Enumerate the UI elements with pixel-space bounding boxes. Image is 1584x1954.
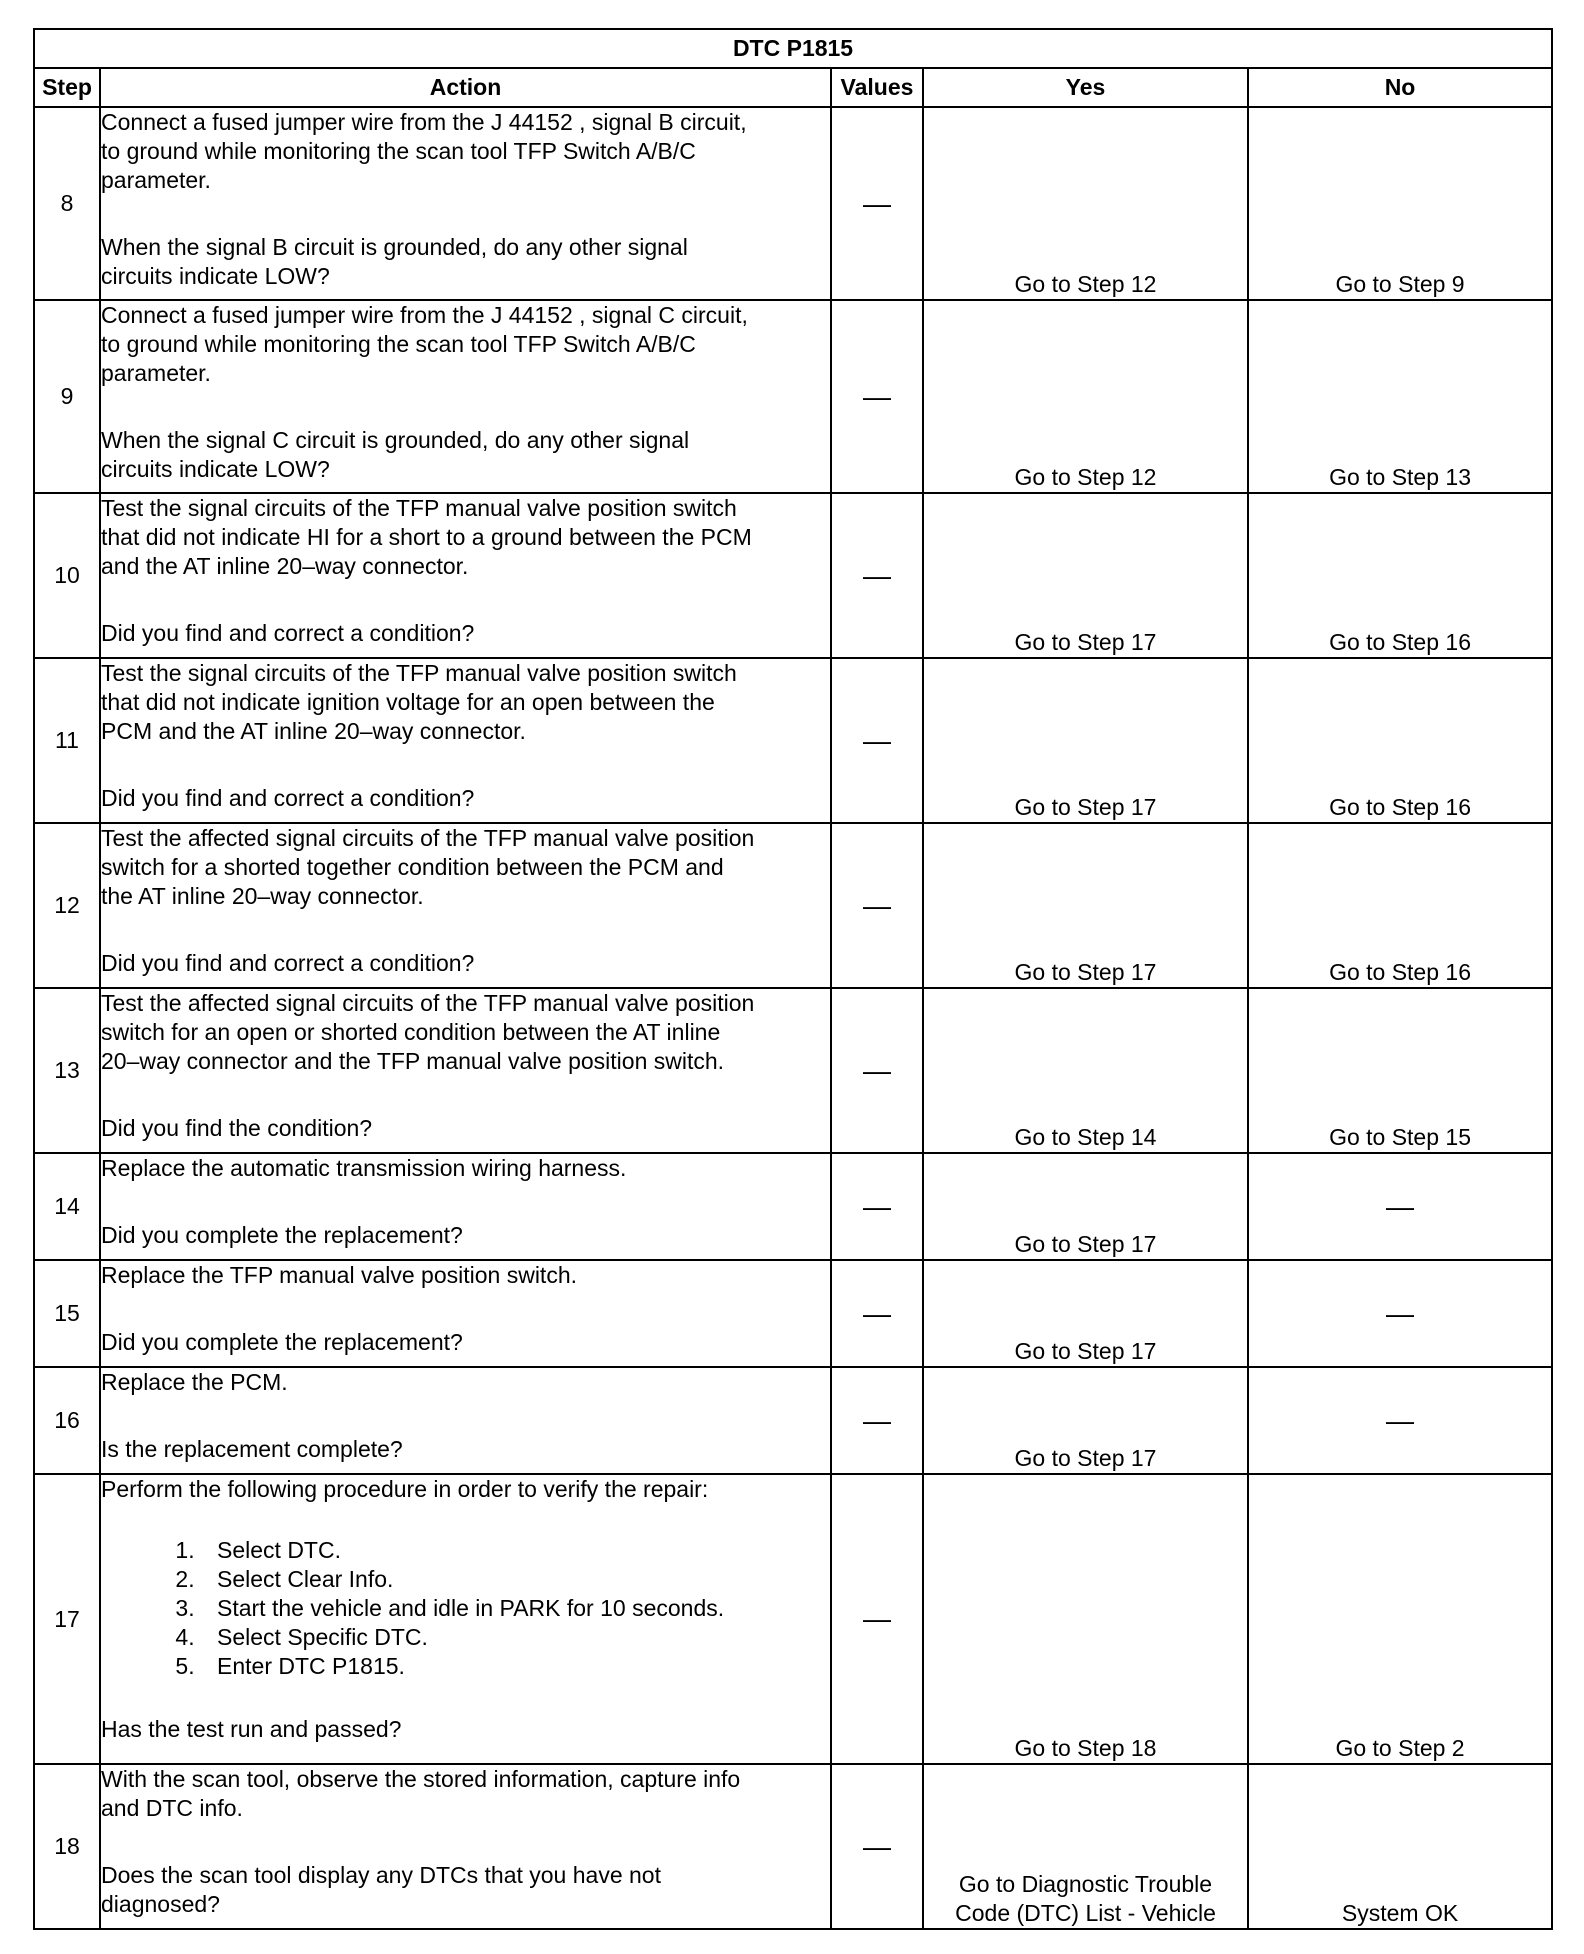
step-number: 10 — [34, 493, 100, 658]
action-text-line: that did not indicate HI for a short to a ground between the PCM — [101, 524, 752, 550]
question-text-line: Did you find and correct a condition? — [101, 620, 475, 646]
values-cell: — — [831, 493, 923, 658]
yes-cell: Go to Step 17 — [923, 823, 1248, 988]
action-text-line: PCM and the AT inline 20–way connector. — [101, 718, 526, 744]
action-text-line: switch for an open or shorted condition between the AT inline — [101, 1019, 721, 1045]
no-cell: — — [1248, 1260, 1552, 1367]
question-text-line: Does the scan tool display any DTCs that you have not — [101, 1862, 661, 1888]
question-text-line: circuits indicate LOW? — [101, 263, 330, 289]
values-cell: — — [831, 823, 923, 988]
action-cell — [100, 107, 831, 300]
table-row — [34, 658, 1552, 823]
no-cell: — — [1248, 1153, 1552, 1260]
yes-cell — [923, 1764, 1248, 1929]
table-row — [34, 1260, 1552, 1367]
question-text-line: Did you find and correct a condition? — [101, 785, 475, 811]
action-spacer — [101, 195, 830, 233]
header-action: Action — [100, 68, 831, 107]
question-text-line: When the signal C circuit is grounded, do any other signal — [101, 427, 690, 453]
values-cell: — — [831, 1367, 923, 1474]
header-yes: Yes — [923, 68, 1248, 107]
action-spacer — [101, 388, 830, 426]
action-spacer — [101, 1823, 830, 1861]
action-text-line: parameter. — [101, 167, 211, 193]
title-row — [34, 29, 1552, 68]
procedure-item: 2. Select Clear Info. — [201, 1565, 830, 1594]
action-cell — [100, 823, 831, 988]
action-spacer — [101, 1076, 830, 1114]
header-row — [34, 68, 1552, 107]
no-cell: Go to Step 9 — [1248, 107, 1552, 300]
step-number: 9 — [34, 300, 100, 493]
no-cell: Go to Step 16 — [1248, 658, 1552, 823]
action-text-line: Connect a fused jumper wire from the J 44152 , signal B circuit, — [101, 109, 747, 135]
yes-cell: Go to Step 17 — [923, 658, 1248, 823]
yes-cell: Go to Step 17 — [923, 1260, 1248, 1367]
no-cell: Go to Step 15 — [1248, 988, 1552, 1153]
question-text-line: diagnosed? — [101, 1891, 220, 1917]
question-text-line: Did you find and correct a condition? — [101, 950, 475, 976]
action-text-line: With the scan tool, observe the stored information, capture info — [101, 1766, 741, 1792]
question-text-line: Has the test run and passed? — [101, 1716, 402, 1742]
question-text-line: When the signal B circuit is grounded, do any other signal — [101, 234, 688, 260]
action-text-line: 20–way connector and the TFP manual valve position switch. — [101, 1048, 725, 1074]
action-text-line: Perform the following procedure in order to verify the repair: — [101, 1476, 709, 1502]
no-cell: — — [1248, 1367, 1552, 1474]
action-spacer — [101, 581, 830, 619]
values-cell: — — [831, 107, 923, 300]
procedure-list — [101, 1536, 830, 1681]
table-row — [34, 1153, 1552, 1260]
values-cell: — — [831, 1260, 923, 1367]
yes-cell: Go to Step 17 — [923, 1367, 1248, 1474]
table-row — [34, 107, 1552, 300]
values-cell: — — [831, 1153, 923, 1260]
action-text-line: to ground while monitoring the scan tool TFP Switch A/B/C — [101, 138, 696, 164]
step-number: 11 — [34, 658, 100, 823]
procedure-item: 5. Enter DTC P1815. — [201, 1652, 830, 1681]
table-row — [34, 493, 1552, 658]
no-cell: Go to Step 16 — [1248, 493, 1552, 658]
action-cell — [100, 658, 831, 823]
action-text-line: Test the signal circuits of the TFP manual valve position switch — [101, 660, 737, 686]
action-text-line: and the AT inline 20–way connector. — [101, 553, 469, 579]
yes-cell: Go to Step 17 — [923, 1153, 1248, 1260]
action-text-line: and DTC info. — [101, 1795, 243, 1821]
action-text-line: Test the signal circuits of the TFP manual valve position switch — [101, 495, 737, 521]
values-cell: — — [831, 658, 923, 823]
action-spacer — [101, 1290, 830, 1328]
yes-cell: Go to Step 14 — [923, 988, 1248, 1153]
step-number: 13 — [34, 988, 100, 1153]
header-no: No — [1248, 68, 1552, 107]
action-text-line: Test the affected signal circuits of the TFP manual valve position — [101, 825, 755, 851]
table-row — [34, 300, 1552, 493]
step-number: 18 — [34, 1764, 100, 1929]
values-cell: — — [831, 988, 923, 1153]
table-row — [34, 1474, 1552, 1764]
step-number: 12 — [34, 823, 100, 988]
action-text-line: Replace the automatic transmission wiring harness. — [101, 1155, 627, 1181]
action-spacer — [101, 746, 830, 784]
step-number: 8 — [34, 107, 100, 300]
dtc-table — [33, 28, 1553, 1930]
action-text-line: the AT inline 20–way connector. — [101, 883, 424, 909]
yes-text-line: Code (DTC) List - Vehicle — [955, 1900, 1216, 1926]
action-text-line: that did not indicate ignition voltage for an open between the — [101, 689, 715, 715]
action-cell — [100, 988, 831, 1153]
action-spacer — [101, 1397, 830, 1435]
action-cell — [100, 493, 831, 658]
no-cell: Go to Step 13 — [1248, 300, 1552, 493]
header-step: Step — [34, 68, 100, 107]
action-cell — [100, 1367, 831, 1474]
action-text-line: Connect a fused jumper wire from the J 44152 , signal C circuit, — [101, 302, 748, 328]
action-text-line: to ground while monitoring the scan tool TFP Switch A/B/C — [101, 331, 696, 357]
header-values: Values — [831, 68, 923, 107]
yes-cell: Go to Step 18 — [923, 1474, 1248, 1764]
yes-text-line: Go to Diagnostic Trouble — [958, 1871, 1213, 1897]
yes-cell: Go to Step 12 — [923, 300, 1248, 493]
action-cell — [100, 1153, 831, 1260]
question-text-line: Did you complete the replacement? — [101, 1329, 463, 1355]
action-cell — [100, 300, 831, 493]
action-cell — [100, 1260, 831, 1367]
action-text-line: Test the affected signal circuits of the TFP manual valve position — [101, 990, 755, 1016]
action-text-line: Replace the TFP manual valve position switch. — [101, 1262, 578, 1288]
action-spacer — [101, 1183, 830, 1221]
yes-cell: Go to Step 12 — [923, 107, 1248, 300]
step-number: 15 — [34, 1260, 100, 1367]
question-text-line: circuits indicate LOW? — [101, 456, 330, 482]
action-text-line: Replace the PCM. — [101, 1369, 288, 1395]
procedure-item: 4. Select Specific DTC. — [201, 1623, 830, 1652]
yes-cell: Go to Step 17 — [923, 493, 1248, 658]
question-text-line: Did you complete the replacement? — [101, 1222, 463, 1248]
table-title: DTC P1815 — [34, 29, 1552, 68]
action-cell — [100, 1474, 831, 1764]
table-row — [34, 1367, 1552, 1474]
step-number: 14 — [34, 1153, 100, 1260]
procedure-item: 3. Start the vehicle and idle in PARK for 10 seconds. — [201, 1594, 830, 1623]
no-cell: System OK — [1248, 1764, 1552, 1929]
table-row — [34, 1764, 1552, 1929]
values-cell: — — [831, 1764, 923, 1929]
step-number: 17 — [34, 1474, 100, 1764]
action-spacer — [101, 911, 830, 949]
action-text-line: parameter. — [101, 360, 211, 386]
procedure-item: 1. Select DTC. — [201, 1536, 830, 1565]
step-number: 16 — [34, 1367, 100, 1474]
action-text-line: switch for a shorted together condition between the PCM and — [101, 854, 724, 880]
values-cell: — — [831, 300, 923, 493]
no-cell: Go to Step 2 — [1248, 1474, 1552, 1764]
no-cell: Go to Step 16 — [1248, 823, 1552, 988]
table-row — [34, 988, 1552, 1153]
values-cell: — — [831, 1474, 923, 1764]
action-cell — [100, 1764, 831, 1929]
question-text-line: Did you find the condition? — [101, 1115, 373, 1141]
table-row — [34, 823, 1552, 988]
question-text-line: Is the replacement complete? — [101, 1436, 403, 1462]
